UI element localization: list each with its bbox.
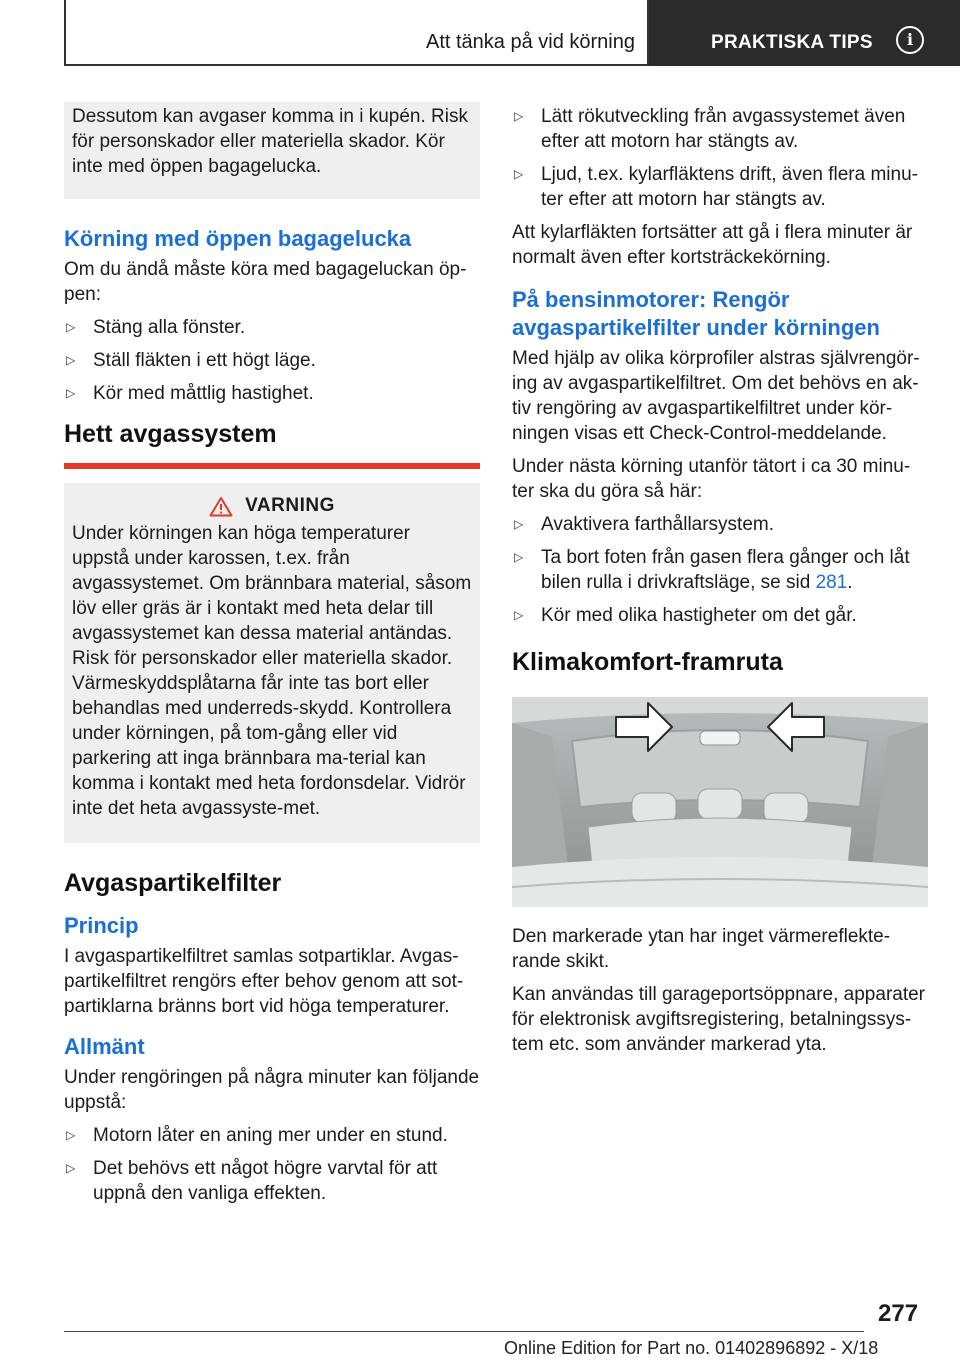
page-reference-link[interactable]: 281 xyxy=(815,572,848,593)
bullet-triangle-icon: ▷ xyxy=(514,608,524,622)
warning-header xyxy=(72,495,472,517)
list-item: ▷ Ljud, t.ex. kylarfläktens drift, även flera minu-ter efter att motorn har stängts av. xyxy=(514,164,918,210)
general-heading: Allmänt xyxy=(64,1034,145,1059)
breadcrumb[interactable]: Att tänka på vid körning xyxy=(425,31,635,53)
bullet-triangle-icon: ▷ xyxy=(514,517,524,531)
intro-box-text: Dessutom kan avgaser komma in i kupén. Risk för personskador eller materiella skador. Kör inte med öppen bagagelucka. xyxy=(72,106,468,177)
general-list xyxy=(64,1123,480,1206)
bullet-triangle-icon: ▷ xyxy=(514,167,524,181)
list-item: ▷ Kör med olika hastigheter om det går. xyxy=(514,605,857,626)
bullet-triangle-icon: ▷ xyxy=(514,550,524,564)
windshield-interior-image xyxy=(512,697,928,907)
section-tab[interactable] xyxy=(649,0,960,66)
list-item: ▷ Lätt rökutveckling från avgassystemet även efter att motorn har stängts av. xyxy=(514,106,906,152)
info-icon[interactable]: i xyxy=(896,26,924,54)
bullet-triangle-icon: ▷ xyxy=(514,109,524,123)
list-item: ▷ Stäng alla fönster. xyxy=(66,317,246,338)
left-column xyxy=(64,102,480,1214)
petrol-text-2: Under nästa körning utanför tätort i ca 30 minu-ter ska du göra så här: xyxy=(512,456,911,502)
right-column xyxy=(512,102,928,1065)
edition-footer: Online Edition for Part no. 01402896892 - X/18 xyxy=(504,1338,879,1358)
list-item: ▷ Motorn låter en aning mer under en stund. xyxy=(66,1125,448,1146)
list-item: ▷ Det behövs ett något högre varvtal för att uppnå den vanliga effekten. xyxy=(66,1158,438,1204)
bullet-triangle-icon: ▷ xyxy=(66,320,76,334)
principle-heading: Princip xyxy=(64,913,139,938)
list-item: ▷ Ta bort foten från gasen flera gånger och låt bilen rulla i drivkraftsläge, se sid 281. xyxy=(514,547,910,593)
warning-triangle-icon xyxy=(209,496,233,517)
open-trunk-heading: Körning med öppen bagagelucka xyxy=(64,226,412,251)
list-item: ▷ Ställ fläkten i ett högt läge. xyxy=(66,350,316,371)
section-tab-label: PRAKTISKA TIPS xyxy=(711,32,873,53)
list-item: ▷ Avaktivera farthållarsystem. xyxy=(514,514,775,535)
petrol-heading: På bensinmotorer: Rengör avgaspartikelfilter under körningen xyxy=(512,287,880,340)
bullet-triangle-icon: ▷ xyxy=(66,1161,76,1175)
continued-list xyxy=(512,104,928,212)
page-number: 277 xyxy=(878,1300,919,1327)
continued-text: Att kylarfläkten fortsätter att gå i flera minuter är normalt även efter kortsträckekörning. xyxy=(512,222,913,268)
bullet-triangle-icon: ▷ xyxy=(66,386,76,400)
bullet-triangle-icon: ▷ xyxy=(66,1128,76,1142)
warning-rule xyxy=(64,463,480,469)
hot-exhaust-heading: Hett avgassystem xyxy=(64,420,277,448)
climate-text-1: Den markerade ytan har inget värmereflekte-rande skikt. xyxy=(512,926,891,972)
climate-text-2: Kan användas till garageportsöppnare, apparater för elektronisk avgiftsregistering, betalningssys-tem etc. som använder markerad yta. xyxy=(512,984,926,1055)
list-item: ▷ Kör med måttlig hastighet. xyxy=(66,383,314,404)
petrol-list xyxy=(512,512,928,628)
warning-box xyxy=(64,483,480,843)
warning-title: VARNING xyxy=(245,495,335,516)
climate-heading: Klimakomfort-framruta xyxy=(512,648,783,676)
principle-text: I avgaspartikelfiltret samlas sotpartiklar. Avgas-partikelfiltret rengörs efter behov genom att sot-partiklarna bränns bort vid höga temperaturer. xyxy=(64,946,464,1017)
open-trunk-intro: Om du ändå måste köra med bagageluckan öp-pen: xyxy=(64,259,467,305)
footer-rule xyxy=(64,1331,864,1332)
open-trunk-list xyxy=(64,315,480,406)
header-frame xyxy=(64,0,649,66)
intro-box xyxy=(64,102,480,199)
warning-text: Under körningen kan höga temperaturer uppstå under karossen, t.ex. från avgassystemet. Om brännbara material, såsom löv eller gräs är i kontakt med heta delar till avgassystemet kan dessa material antändas. Risk för personskador eller materiella skador. Värmeskyddsplåtarna får inte tas bort eller behandlas med underreds-skydd. Kontrollera under körningen, på tom-gång eller vid parkering att inga brännbara ma-terial kan komma i kontakt med heta fordonsdelar. Vidrör inte det heta avgassyste-met. xyxy=(72,523,472,819)
petrol-text-1: Med hjälp av olika körprofiler alstras självrengör-ing av avgaspartikelfiltret. Om det behövs en ak-tiv rengöring av avgaspartikelfiltret under kör-ningen visas ett Check-Control-meddelande. xyxy=(512,348,920,444)
general-text: Under rengöringen på några minuter kan följande uppstå: xyxy=(64,1067,480,1113)
bullet-triangle-icon: ▷ xyxy=(66,353,76,367)
particle-filter-heading: Avgaspartikelfilter xyxy=(64,869,282,897)
